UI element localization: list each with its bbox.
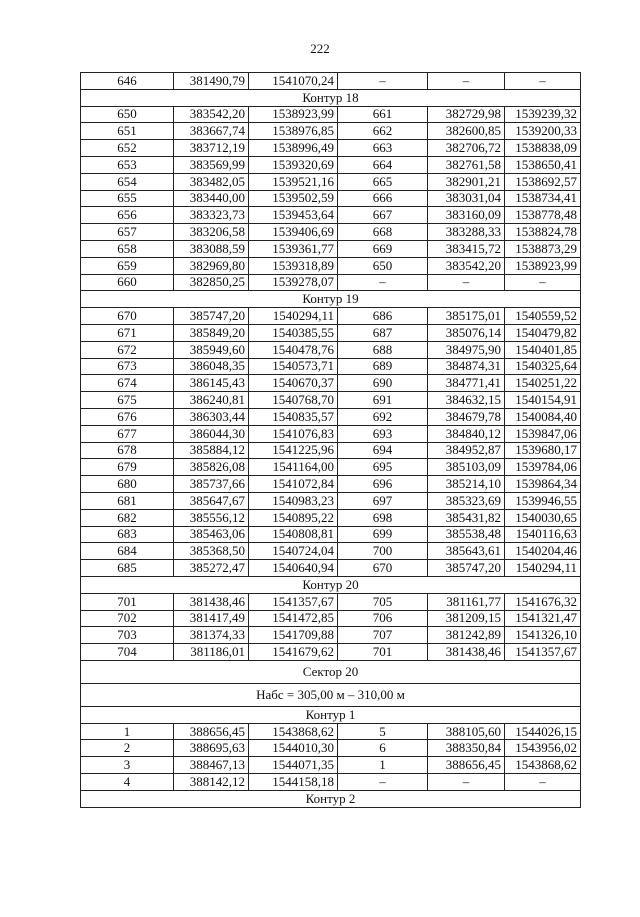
coordinates-table — [80, 72, 581, 808]
table-cell: 695 — [338, 459, 428, 476]
table-cell: 385538,48 — [428, 526, 505, 543]
table-cell: 1539200,33 — [505, 123, 581, 140]
table-cell: 6 — [338, 740, 428, 757]
table-cell: 1541676,32 — [505, 593, 581, 610]
table-cell: 381242,89 — [428, 627, 505, 644]
table-cell: – — [338, 774, 428, 791]
table-cell: 385431,82 — [428, 509, 505, 526]
table-row — [81, 442, 581, 459]
table-cell: 383160,09 — [428, 207, 505, 224]
table-cell: 672 — [81, 341, 174, 358]
table-cell: 383569,99 — [174, 156, 249, 173]
table-cell: 1 — [81, 723, 174, 740]
table-row — [81, 140, 581, 157]
table-cell: 1539521,16 — [249, 173, 338, 190]
table-cell: 1541076,83 — [249, 425, 338, 442]
table-cell: 681 — [81, 492, 174, 509]
table-cell: 676 — [81, 408, 174, 425]
table-cell: 383088,59 — [174, 240, 249, 257]
table-cell: 1 — [338, 757, 428, 774]
table-cell: 1544026,15 — [505, 723, 581, 740]
table-row — [81, 123, 581, 140]
table-cell: 388142,12 — [174, 774, 249, 791]
table-cell: 666 — [338, 190, 428, 207]
table-row — [81, 425, 581, 442]
table-cell: – — [428, 73, 505, 90]
table-cell: 385884,12 — [174, 442, 249, 459]
table-cell: 697 — [338, 492, 428, 509]
table-cell: 707 — [338, 627, 428, 644]
table-cell: 1540768,70 — [249, 392, 338, 409]
table-cell: 664 — [338, 156, 428, 173]
table-cell: 1539320,69 — [249, 156, 338, 173]
table-cell: 1539278,07 — [249, 274, 338, 291]
table-cell: 385737,66 — [174, 476, 249, 493]
table-cell: 382969,80 — [174, 257, 249, 274]
table-cell: 383667,74 — [174, 123, 249, 140]
table-cell: 4 — [81, 774, 174, 791]
table-cell: – — [428, 774, 505, 791]
table-cell: 386240,81 — [174, 392, 249, 409]
table-cell: 703 — [81, 627, 174, 644]
table-cell: 660 — [81, 274, 174, 291]
table-cell: 688 — [338, 341, 428, 358]
table-cell: 1539453,64 — [249, 207, 338, 224]
table-row — [81, 375, 581, 392]
table-cell: 1540478,76 — [249, 341, 338, 358]
table-cell: 696 — [338, 476, 428, 493]
table-cell: 385463,06 — [174, 526, 249, 543]
table-cell: 385747,20 — [428, 560, 505, 577]
table-cell: 675 — [81, 392, 174, 409]
table-cell: 1540983,23 — [249, 492, 338, 509]
table-cell: 1539502,59 — [249, 190, 338, 207]
table-cell: 381374,33 — [174, 627, 249, 644]
table-cell: 385949,60 — [174, 341, 249, 358]
table-cell: 704 — [81, 644, 174, 661]
table-row — [81, 358, 581, 375]
table-cell: 385556,12 — [174, 509, 249, 526]
table-cell: 385323,69 — [428, 492, 505, 509]
table-row — [81, 341, 581, 358]
table-row — [81, 560, 581, 577]
contour-heading: Контур 1 — [81, 706, 581, 723]
table-row — [81, 543, 581, 560]
table-cell: 1543868,62 — [505, 757, 581, 774]
contour-heading-row — [81, 790, 581, 807]
table-cell: 383031,04 — [428, 190, 505, 207]
contour-heading-row — [81, 706, 581, 723]
table-cell: 1541357,67 — [505, 644, 581, 661]
table-cell: 385272,47 — [174, 560, 249, 577]
table-cell: 1540116,63 — [505, 526, 581, 543]
table-cell: 1540895,22 — [249, 509, 338, 526]
table-cell: 381490,79 — [174, 73, 249, 90]
table-cell: 382706,72 — [428, 140, 505, 157]
table-row — [81, 593, 581, 610]
table-cell: 1538778,48 — [505, 207, 581, 224]
sector-heading: Набс = 305,00 м – 310,00 м — [81, 683, 581, 706]
table-cell: 684 — [81, 543, 174, 560]
table-cell: 385747,20 — [174, 308, 249, 325]
table-cell: 670 — [81, 308, 174, 325]
table-cell: 1538692,57 — [505, 173, 581, 190]
table-row — [81, 257, 581, 274]
table-cell: 1538650,41 — [505, 156, 581, 173]
table-row — [81, 627, 581, 644]
table-cell: 701 — [338, 644, 428, 661]
table-cell: 690 — [338, 375, 428, 392]
table-cell: 381186,01 — [174, 644, 249, 661]
table-cell: 1541321,47 — [505, 610, 581, 627]
coordinates-table-body — [81, 73, 581, 808]
table-cell: 655 — [81, 190, 174, 207]
table-cell: 682 — [81, 509, 174, 526]
table-cell: 383482,05 — [174, 173, 249, 190]
page-number: 222 — [310, 41, 330, 56]
table-cell: 1539847,06 — [505, 425, 581, 442]
table-row — [81, 459, 581, 476]
table-cell: 1541679,62 — [249, 644, 338, 661]
table-cell: 381209,15 — [428, 610, 505, 627]
table-cell: 651 — [81, 123, 174, 140]
table-cell: – — [505, 274, 581, 291]
table-row — [81, 308, 581, 325]
table-cell: 383712,19 — [174, 140, 249, 157]
contour-heading-row — [81, 291, 581, 308]
table-row — [81, 224, 581, 241]
table-cell: 680 — [81, 476, 174, 493]
table-row — [81, 173, 581, 190]
table-cell: 653 — [81, 156, 174, 173]
table-cell: 701 — [81, 593, 174, 610]
table-row — [81, 392, 581, 409]
table-cell: 383542,20 — [174, 106, 249, 123]
table-cell: 1541472,85 — [249, 610, 338, 627]
table-cell: 686 — [338, 308, 428, 325]
contour-heading: Контур 20 — [81, 576, 581, 593]
table-cell: 3 — [81, 757, 174, 774]
table-row — [81, 106, 581, 123]
table-row — [81, 723, 581, 740]
table-cell: 385647,67 — [174, 492, 249, 509]
table-cell: 385175,01 — [428, 308, 505, 325]
table-row — [81, 740, 581, 757]
table-cell: 381417,49 — [174, 610, 249, 627]
table-cell: 699 — [338, 526, 428, 543]
table-cell: 383323,73 — [174, 207, 249, 224]
table-cell: 694 — [338, 442, 428, 459]
table-row — [81, 156, 581, 173]
table-cell: 1539361,77 — [249, 240, 338, 257]
table-cell: 1540030,65 — [505, 509, 581, 526]
table-cell: 700 — [338, 543, 428, 560]
table-cell: 678 — [81, 442, 174, 459]
table-cell: 388350,84 — [428, 740, 505, 757]
table-cell: 1540084,40 — [505, 408, 581, 425]
table-row — [81, 526, 581, 543]
table-cell: – — [505, 774, 581, 791]
table-cell: 665 — [338, 173, 428, 190]
table-cell: 385849,20 — [174, 324, 249, 341]
table-cell: 652 — [81, 140, 174, 157]
table-cell: 1539239,32 — [505, 106, 581, 123]
table-cell: 382729,98 — [428, 106, 505, 123]
table-cell: 679 — [81, 459, 174, 476]
table-cell: – — [428, 274, 505, 291]
table-row — [81, 774, 581, 791]
table-cell: 667 — [338, 207, 428, 224]
table-row — [81, 757, 581, 774]
table-cell: 386048,35 — [174, 358, 249, 375]
table-cell: 1544071,35 — [249, 757, 338, 774]
table-cell: 1540835,57 — [249, 408, 338, 425]
table-cell: 1541070,24 — [249, 73, 338, 90]
table-row — [81, 408, 581, 425]
table-cell: 662 — [338, 123, 428, 140]
table-cell: 654 — [81, 173, 174, 190]
contour-heading-row — [81, 89, 581, 106]
table-cell: 668 — [338, 224, 428, 241]
table-row — [81, 73, 581, 90]
table-cell: 658 — [81, 240, 174, 257]
table-cell: 687 — [338, 324, 428, 341]
table-cell: 385826,08 — [174, 459, 249, 476]
table-cell: 1543956,02 — [505, 740, 581, 757]
table-cell: 1539318,89 — [249, 257, 338, 274]
table-row — [81, 207, 581, 224]
table-cell: 382761,58 — [428, 156, 505, 173]
table-cell: 1538923,99 — [505, 257, 581, 274]
table-cell: 656 — [81, 207, 174, 224]
table-cell: 706 — [338, 610, 428, 627]
table-cell: 659 — [81, 257, 174, 274]
table-cell: – — [338, 274, 428, 291]
table-row — [81, 476, 581, 493]
sector-heading-row — [81, 660, 581, 683]
table-cell: 1538996,49 — [249, 140, 338, 157]
table-cell: 673 — [81, 358, 174, 375]
table-cell: 1540640,94 — [249, 560, 338, 577]
table-cell: 1538824,78 — [505, 224, 581, 241]
table-cell: 382850,25 — [174, 274, 249, 291]
table-cell: 386044,30 — [174, 425, 249, 442]
table-row — [81, 492, 581, 509]
table-row — [81, 274, 581, 291]
table-cell: 685 — [81, 560, 174, 577]
table-cell: 388656,45 — [428, 757, 505, 774]
table-cell: 669 — [338, 240, 428, 257]
table-cell: 1540808,81 — [249, 526, 338, 543]
table-cell: 1539680,17 — [505, 442, 581, 459]
table-cell: 1541326,10 — [505, 627, 581, 644]
table-cell: 388105,60 — [428, 723, 505, 740]
table-cell: 385643,61 — [428, 543, 505, 560]
sector-heading-row — [81, 683, 581, 706]
table-cell: – — [505, 73, 581, 90]
table-cell: 702 — [81, 610, 174, 627]
table-cell: 1540325,64 — [505, 358, 581, 375]
table-cell: 382600,85 — [428, 123, 505, 140]
table-cell: 1540294,11 — [505, 560, 581, 577]
table-cell: 381161,77 — [428, 593, 505, 610]
table-cell: 692 — [338, 408, 428, 425]
table-cell: 1538923,99 — [249, 106, 338, 123]
table-cell: 650 — [81, 106, 174, 123]
table-cell: 384679,78 — [428, 408, 505, 425]
table-cell: 384975,90 — [428, 341, 505, 358]
table-cell: 677 — [81, 425, 174, 442]
table-cell: 1544010,30 — [249, 740, 338, 757]
table-row — [81, 509, 581, 526]
table-cell: 1538734,41 — [505, 190, 581, 207]
table-cell: 1541225,96 — [249, 442, 338, 459]
table-cell: 388467,13 — [174, 757, 249, 774]
table-cell: 693 — [338, 425, 428, 442]
table-cell: 385076,14 — [428, 324, 505, 341]
table-cell: 657 — [81, 224, 174, 241]
table-cell: 1541164,00 — [249, 459, 338, 476]
contour-heading: Контур 19 — [81, 291, 581, 308]
table-cell: 674 — [81, 375, 174, 392]
table-cell: 2 — [81, 740, 174, 757]
table-cell: 683 — [81, 526, 174, 543]
table-cell: 1540573,71 — [249, 358, 338, 375]
table-cell: 1538873,29 — [505, 240, 581, 257]
table-cell: – — [338, 73, 428, 90]
table-cell: 1541357,67 — [249, 593, 338, 610]
table-row — [81, 240, 581, 257]
table-cell: 691 — [338, 392, 428, 409]
table-cell: 383415,72 — [428, 240, 505, 257]
table-cell: 383542,20 — [428, 257, 505, 274]
table-cell: 1540479,82 — [505, 324, 581, 341]
table-cell: 1539864,34 — [505, 476, 581, 493]
table-cell: 1540559,52 — [505, 308, 581, 325]
table-cell: 384771,41 — [428, 375, 505, 392]
table-cell: 1538838,09 — [505, 140, 581, 157]
table-cell: 1541072,84 — [249, 476, 338, 493]
table-cell: 386303,44 — [174, 408, 249, 425]
table-cell: 388695,63 — [174, 740, 249, 757]
table-cell: 1540154,91 — [505, 392, 581, 409]
table-cell: 1540401,85 — [505, 341, 581, 358]
table-cell: 661 — [338, 106, 428, 123]
table-cell: 383206,58 — [174, 224, 249, 241]
table-row — [81, 610, 581, 627]
table-cell: 1540670,37 — [249, 375, 338, 392]
table-cell: 1541709,88 — [249, 627, 338, 644]
table-cell: 1539406,69 — [249, 224, 338, 241]
table-cell: 1540724,04 — [249, 543, 338, 560]
table-cell: 381438,46 — [174, 593, 249, 610]
table-row — [81, 324, 581, 341]
table-cell: 705 — [338, 593, 428, 610]
table-cell: 670 — [338, 560, 428, 577]
table-cell: 384874,31 — [428, 358, 505, 375]
table-cell: 385368,50 — [174, 543, 249, 560]
table-cell: 385103,09 — [428, 459, 505, 476]
table-cell: 646 — [81, 73, 174, 90]
table-cell: 1539946,55 — [505, 492, 581, 509]
sector-heading: Сектор 20 — [81, 660, 581, 683]
table-cell: 650 — [338, 257, 428, 274]
table-cell: 386145,43 — [174, 375, 249, 392]
table-cell: 663 — [338, 140, 428, 157]
table-row — [81, 644, 581, 661]
table-cell: 1544158,18 — [249, 774, 338, 791]
table-cell: 1538976,85 — [249, 123, 338, 140]
table-cell: 689 — [338, 358, 428, 375]
table-cell: 384840,12 — [428, 425, 505, 442]
table-cell: 384952,87 — [428, 442, 505, 459]
table-cell: 5 — [338, 723, 428, 740]
table-cell: 383440,00 — [174, 190, 249, 207]
table-cell: 381438,46 — [428, 644, 505, 661]
contour-heading: Контур 18 — [81, 89, 581, 106]
table-cell: 1540294,11 — [249, 308, 338, 325]
table-cell: 698 — [338, 509, 428, 526]
contour-heading-row — [81, 576, 581, 593]
table-cell: 384632,15 — [428, 392, 505, 409]
table-cell: 382901,21 — [428, 173, 505, 190]
table-cell: 671 — [81, 324, 174, 341]
table-cell: 1539784,06 — [505, 459, 581, 476]
table-cell: 388656,45 — [174, 723, 249, 740]
table-row — [81, 190, 581, 207]
contour-heading: Контур 2 — [81, 790, 581, 807]
table-cell: 1540204,46 — [505, 543, 581, 560]
table-cell: 1543868,62 — [249, 723, 338, 740]
table-cell: 383288,33 — [428, 224, 505, 241]
table-cell: 1540251,22 — [505, 375, 581, 392]
table-cell: 1540385,55 — [249, 324, 338, 341]
table-cell: 385214,10 — [428, 476, 505, 493]
